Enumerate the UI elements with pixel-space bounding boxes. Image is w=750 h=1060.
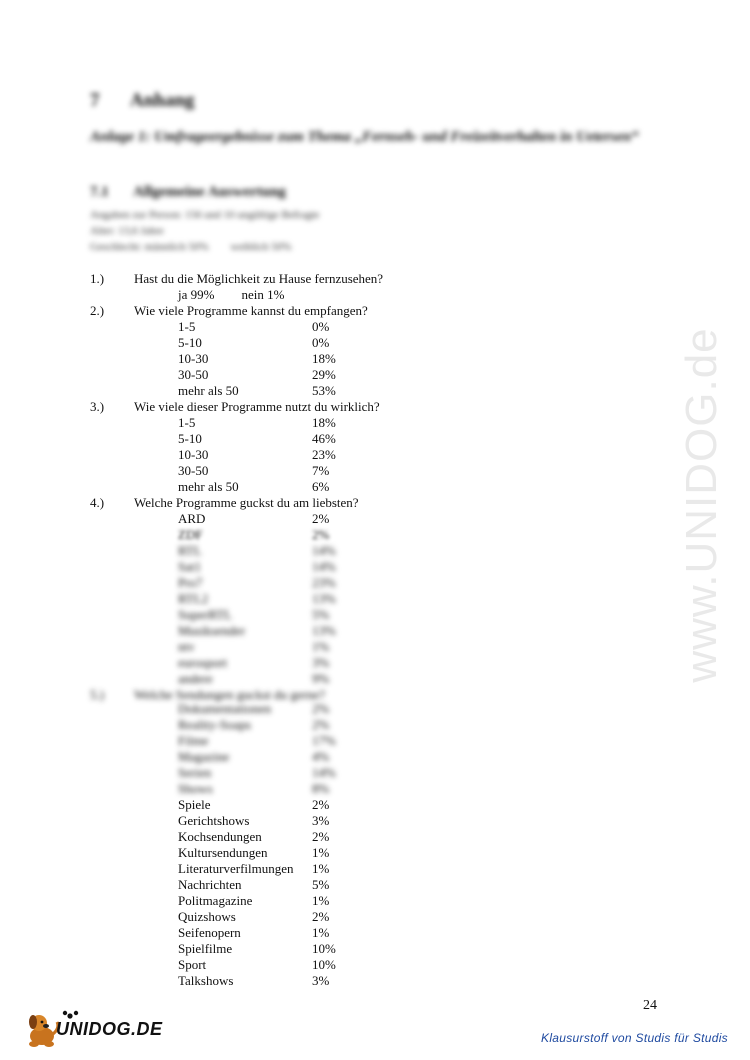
result-label: Magazine: [178, 749, 230, 764]
footer-slogan: Klausurstoff von Studis für Studis: [541, 1031, 728, 1045]
chapter-title: Anhang: [130, 90, 195, 111]
result-label: 10-30: [178, 351, 209, 366]
result-value: 18%: [312, 415, 336, 430]
result-label: Spielfilme: [178, 941, 233, 956]
person-info-line: [90, 239, 319, 255]
answer-yes: ja 99%: [178, 287, 215, 302]
result-value: 2%: [312, 909, 330, 924]
result-label: ntv: [178, 639, 195, 654]
result-value: 3%: [312, 655, 330, 670]
result-label: Reality-Soaps: [178, 717, 251, 732]
result-value: 14%: [312, 765, 336, 780]
result-value: 2%: [312, 797, 330, 812]
result-label: Serien: [178, 765, 212, 780]
question-number: 4.): [90, 495, 105, 510]
result-label: Talkshows: [178, 973, 234, 988]
question-number: 2.): [90, 303, 105, 318]
result-value: 2%: [312, 829, 330, 844]
result-label: Pro7: [178, 575, 203, 590]
result-label: 30-50: [178, 463, 209, 478]
result-value: 18%: [312, 351, 336, 366]
result-label: Kultursendungen: [178, 845, 268, 860]
result-label: Sport: [178, 957, 207, 972]
question-number: 5.): [90, 687, 105, 702]
result-label: Sat1: [178, 559, 202, 574]
annex-title: Anlage 1: Umfrageergebnisse zum Thema „Fernseh- und Freizeitverhalten in Uetersen“: [90, 129, 639, 145]
result-label: Musiksender: [178, 623, 246, 638]
result-value: 46%: [312, 431, 336, 446]
page-number: 24: [643, 998, 657, 1013]
question-number: 1.): [90, 271, 105, 286]
answer-no: nein 1%: [241, 287, 285, 302]
result-label: Gerichtshows: [178, 813, 250, 828]
gender-female: weiblich 50%: [230, 241, 292, 253]
result-value: 23%: [312, 447, 336, 462]
chapter-number: 7: [90, 90, 100, 111]
question-text: Wie viele dieser Programme nutzt du wirklich?: [134, 399, 380, 414]
result-label: Politmagazine: [178, 893, 253, 908]
result-label: eurosport: [178, 655, 228, 670]
chapter-heading: [90, 90, 194, 112]
result-label: 5-10: [178, 335, 202, 350]
result-value: 1%: [312, 639, 330, 654]
result-label: mehr als 50: [178, 383, 239, 398]
result-value: 2%: [312, 527, 330, 542]
result-value: 5%: [312, 607, 330, 622]
question-text: Wie viele Programme kannst du empfangen?: [134, 303, 368, 318]
person-info: [90, 207, 319, 255]
result-value: 1%: [312, 925, 330, 940]
result-label: Filme: [178, 733, 209, 748]
result-value: 10%: [312, 941, 336, 956]
result-label: 1-5: [178, 415, 196, 430]
result-label: ZDF: [178, 527, 203, 542]
result-label: SuperRTL: [178, 607, 233, 622]
result-value: 5%: [312, 877, 330, 892]
question-1-answers: [178, 287, 284, 303]
result-value: 6%: [312, 479, 330, 494]
result-label: Shows: [178, 781, 213, 796]
question-text: Hast du die Möglichkeit zu Hause fernzusehen?: [134, 271, 384, 286]
logo-text: UNIDOG.DE: [56, 1019, 163, 1039]
section-title: Allgemeine Auswertung: [133, 184, 286, 200]
result-value: 1%: [312, 845, 330, 860]
result-value: 4%: [312, 749, 330, 764]
question-text: Welche Sendungen guckst du gerne?: [134, 687, 326, 702]
result-value: 13%: [312, 623, 336, 638]
gender-male: Geschlecht: männlich 50%: [90, 241, 209, 253]
result-value: 9%: [312, 671, 330, 686]
result-label: Nachrichten: [178, 877, 242, 892]
result-label: 1-5: [178, 319, 196, 334]
section-number: 7.1: [90, 184, 109, 200]
result-label: 10-30: [178, 447, 209, 462]
result-value: 23%: [312, 575, 336, 590]
result-label: andere: [178, 671, 213, 686]
result-label: Kochsendungen: [178, 829, 262, 844]
result-value: 8%: [312, 781, 330, 796]
result-value: 2%: [312, 511, 330, 526]
result-label: mehr als 50: [178, 479, 239, 494]
result-value: 3%: [312, 813, 330, 828]
question-number: 3.): [90, 399, 105, 414]
result-value: 17%: [312, 733, 336, 748]
result-value: 3%: [312, 973, 330, 988]
result-label: Dokumentationen: [178, 701, 272, 716]
result-label: Quizshows: [178, 909, 236, 924]
watermark: www.UNIDOG.de: [677, 327, 726, 683]
question-text: Welche Programme guckst du am liebsten?: [134, 495, 359, 510]
result-value: 0%: [312, 335, 330, 350]
result-label: ARD: [178, 511, 206, 526]
result-value: 53%: [312, 383, 336, 398]
result-label: Literaturverfilmungen: [178, 861, 294, 876]
result-label: RTL: [178, 543, 202, 558]
person-info-line: Angaben zur Person: 156 und 10 ungültige Befragte: [90, 209, 320, 221]
result-value: 7%: [312, 463, 330, 478]
result-value: 13%: [312, 591, 336, 606]
result-value: 2%: [312, 717, 330, 732]
result-label: 5-10: [178, 431, 202, 446]
result-label: Spiele: [178, 797, 211, 812]
result-value: 14%: [312, 559, 336, 574]
result-value: 10%: [312, 957, 336, 972]
person-info-line: Alter: 13,6 Jahre: [90, 225, 164, 237]
result-value: 1%: [312, 893, 330, 908]
section-heading: [90, 184, 286, 201]
result-value: 14%: [312, 543, 336, 558]
result-label: 30-50: [178, 367, 209, 382]
result-label: Seifenopern: [178, 925, 241, 940]
result-value: 2%: [312, 701, 330, 716]
result-label: RTL2: [178, 591, 209, 606]
result-value: 29%: [312, 367, 336, 382]
result-value: 0%: [312, 319, 330, 334]
result-value: 1%: [312, 861, 330, 876]
